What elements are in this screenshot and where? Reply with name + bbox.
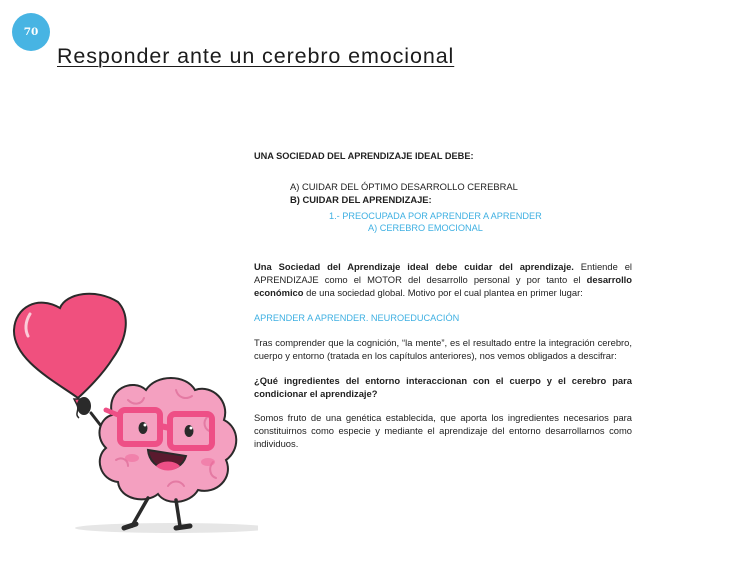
main-content	[254, 150, 632, 451]
list-item-a: A) CUIDAR DEL ÓPTIMO DESARROLLO CEREBRAL	[290, 180, 518, 192]
paragraph-genetics: Somos fruto de una genética establecida, que aporta los ingredientes necesarios para constituirnos como especie y mediante el aprendizaje del entorno desarrollarnos como individuos.	[254, 412, 632, 450]
page-title: Responder ante un cerebro emocional	[57, 44, 455, 68]
page-number-badge	[12, 13, 50, 51]
spacer	[254, 235, 632, 261]
sub-item-1: 1.- PREOCUPADA POR APRENDER A APRENDER	[329, 210, 542, 221]
question-paragraph: ¿Qué ingredientes del entorno interaccionan con el cuerpo y el cerebro para condicionar el aprendizaje?	[254, 374, 632, 399]
paragraph-intro-text-2: de una sociedad global. Motivo por el cual plantea en primer lugar:	[303, 286, 583, 298]
list-item-b: B) CUIDAR DEL APRENDIZAJE:	[290, 193, 432, 205]
section-heading: UNA SOCIEDAD DEL APRENDIZAJE IDEAL DEBE:	[254, 151, 474, 161]
neuroeducation-heading: APRENDER A APRENDER. NEUROEDUCACIÓN	[254, 312, 460, 323]
sub-item-a: A) CEREBRO EMOCIONAL	[368, 223, 483, 234]
paragraph-intro	[254, 261, 632, 300]
paragraph-intro-text-1: Entiende el APRENDIZAJE como el MOTOR del desarrollo personal y por tanto el	[254, 261, 632, 285]
paragraph-cognition: Tras comprender que la cognición, “la mente”, es el resultado entre la integración cerebro, cuerpo y entorno (tratada en los capítulos anteriores), nos vemos obligados a descifrar:	[254, 336, 632, 361]
spacer	[254, 163, 632, 181]
paragraph-intro-bold: Una Sociedad del Aprendizaje ideal debe cuidar del aprendizaje.	[254, 261, 574, 272]
brain-holding-heart-balloon-icon	[8, 290, 258, 540]
page-number: 70	[23, 26, 39, 38]
paragraph-intro-bold-mid: desarrollo económico	[254, 273, 632, 298]
